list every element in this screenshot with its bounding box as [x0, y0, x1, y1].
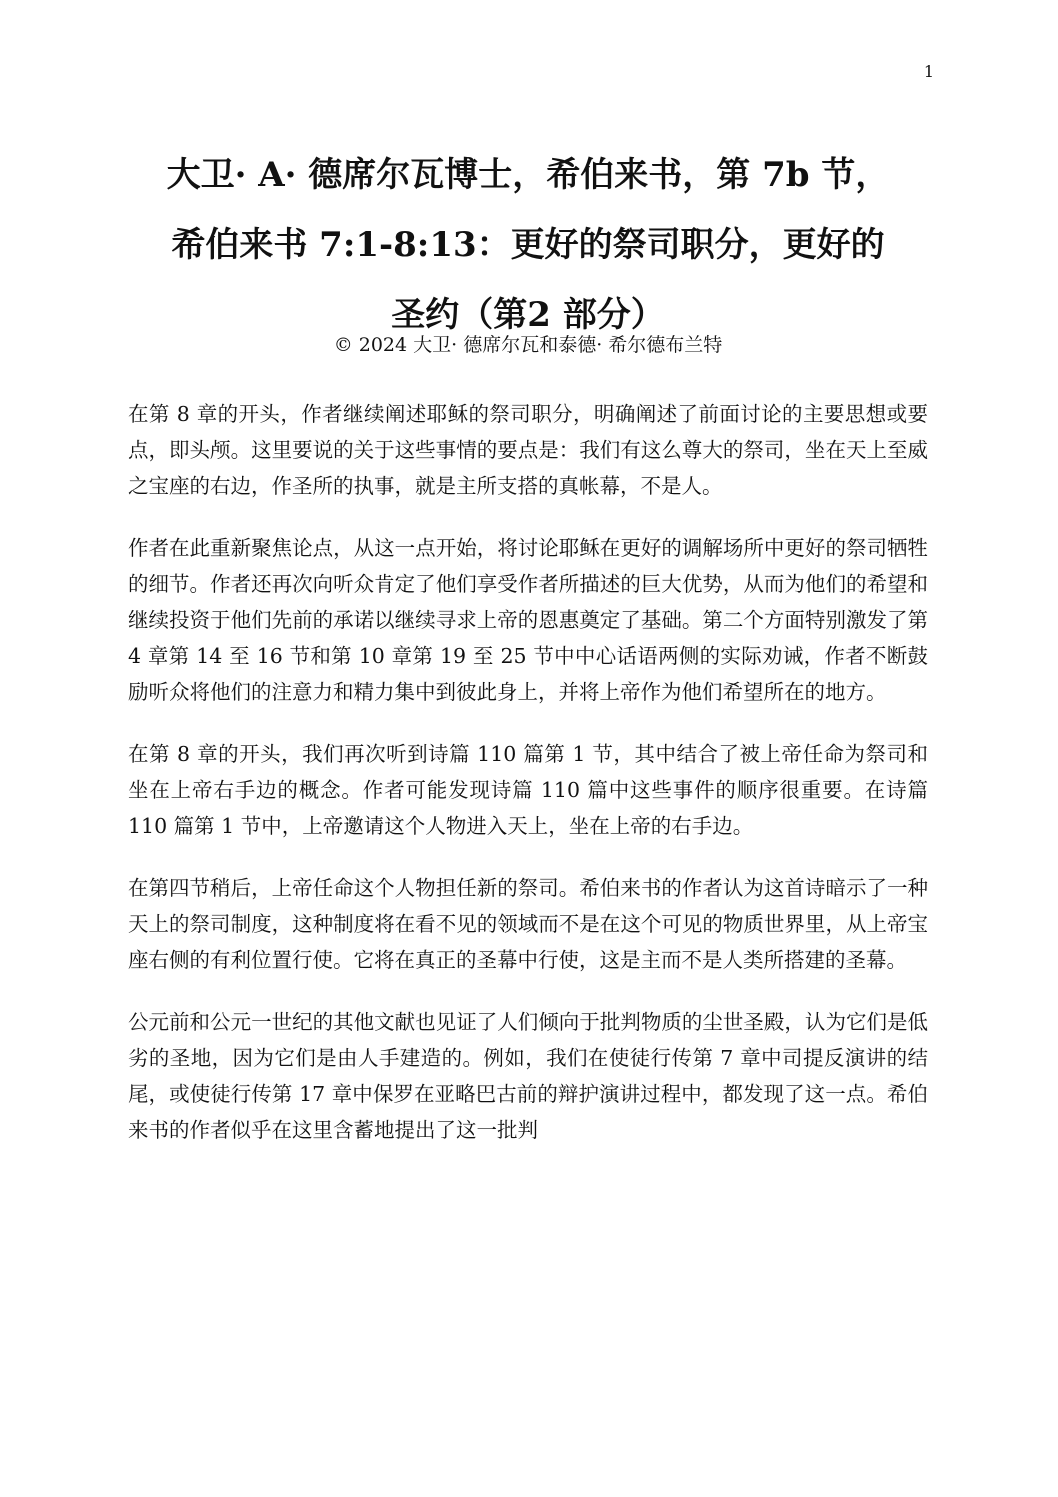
paragraph: 在第四节稍后，上帝任命这个人物担任新的祭司。希伯来书的作者认为这首诗暗示了一种天上的祭司制度，这种制度将在看不见的领域而不是在这个可见的物质世界里，从上帝宝座右侧的有利位置行使。它将在真正的圣幕中行使，这是主而不是人类所搭建的圣幕。 [128, 876, 928, 972]
title-line: 圣约（第2 部分） [391, 295, 665, 335]
title-line: 希伯来书 7:1-8:13：更好的祭司职分，更好的 [171, 225, 885, 265]
document-title [128, 140, 928, 350]
paragraph: 在第 8 章的开头，作者继续阐述耶稣的祭司职分，明确阐述了前面讨论的主要思想或要点，即头颅。这里要说的关于这些事情的要点是：我们有这么尊大的祭司，坐在天上至威之宝座的右边，作圣所的执事，就是主所支搭的真帐幕，不是人。 [128, 402, 928, 498]
paragraph: 公元前和公元一世纪的其他文献也见证了人们倾向于批判物质的尘世圣殿，认为它们是低劣的圣地，因为它们是由人手建造的。例如，我们在使徒行传第 7 章中司提反演讲的结尾，或使徒行传第 17 章中保罗在亚略巴古前的辩护演讲过程中，都发现了这一点。希伯来书的作者似乎在这里含蓄地提出了这一批判 [128, 1010, 928, 1142]
paragraph: 在第 8 章的开头，我们再次听到诗篇 110 篇第 1 节，其中结合了被上帝任命为祭司和坐在上帝右手边的概念。作者可能发现诗篇 110 篇中这些事件的顺序很重要。在诗篇 110 篇第 1 节中，上帝邀请这个人物进入天上，坐在上帝的右手边。 [128, 742, 928, 838]
copyright-notice: © 2024 大卫· 德席尔瓦和泰德· 希尔德布兰特 [333, 334, 723, 356]
paragraph: 作者在此重新聚焦论点，从这一点开始，将讨论耶稣在更好的调解场所中更好的祭司牺牲的细节。作者还再次向听众肯定了他们享受作者所描述的巨大优势，从而为他们的希望和继续投资于他们先前的承诺以继续寻求上帝的恩惠奠定了基础。第二个方面特别激发了第 4 章第 14 至 16 节和第 10 章第 19 至 25 节中中心话语两侧的实际劝诫，作者不断鼓励听众将他们的注意力和精力集中到彼此身上，并将上帝作为他们希望所在的地方。 [128, 536, 928, 704]
title-line: 大卫· A· 德席尔瓦博士，希伯来书，第 7b 节， [166, 155, 890, 195]
page-number: 1 [923, 62, 934, 81]
document-body [128, 396, 928, 1174]
